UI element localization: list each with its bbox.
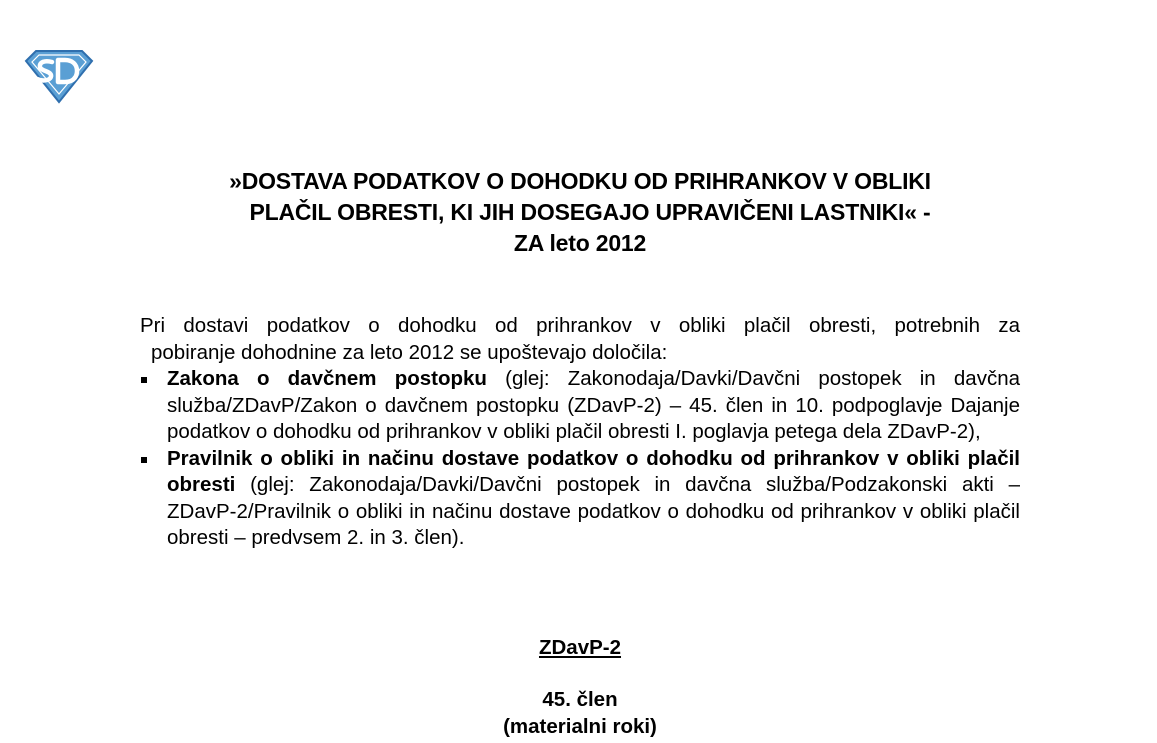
intro-paragraph: [140, 313, 1020, 366]
intro-line-2: pobiranje dohodnine za leto 2012 se upoštevajo določila:: [151, 340, 668, 364]
rule-name: Pravilnik o obliki in načinu dostave podatkov o dohodku od prihrankov v obliki plačil obresti: [167, 446, 1020, 496]
list-item: [140, 366, 1020, 446]
sd-logo: [22, 48, 96, 104]
sd-logo-icon: [22, 48, 96, 104]
rule-reference: (glej: Zakonodaja/Davki/Davčni postopek in davčna služba/Podzakonski akti – ZDavP-2/Pravilnik o obliki in načinu dostave podatkov o dohodku od prihrankov v obliki plačil obresti – predvsem 2. in 3. člen).: [167, 473, 1020, 549]
bullet-icon: [141, 377, 147, 383]
bullet-icon: [141, 457, 147, 463]
title-line-1: »DOSTAVA PODATKOV O DOHODKU OD PRIHRANKOV V OBLIKI: [229, 168, 931, 194]
document-body: [140, 313, 1020, 552]
title-line-2: PLAČIL OBRESTI, KI JIH DOSEGAJO UPRAVIČENI LASTNIKI« -: [249, 199, 931, 225]
intro-line-1: Pri dostavi podatkov o dohodku od prihrankov v obliki plačil obresti, potrebnih za: [140, 314, 1020, 337]
rule-reference: (glej: Zakonodaja/Davki/Davčni postopek in davčna služba/ZDavP/Zakon o davčnem postopku (ZDavP-2) – 45. člen in 10. podpoglavje Dajanje podatkov o dohodku od prihrankov v obliki plačil obresti I. poglavja petega dela ZDavP-2),: [167, 367, 1020, 443]
title-line-3: ZA leto 2012: [513, 230, 647, 256]
rule-name: Zakona o davčnem postopku: [167, 367, 487, 390]
law-section: [140, 634, 1020, 740]
section-heading: ZDavP-2: [538, 636, 622, 659]
rules-list: [140, 366, 1020, 552]
list-item: [140, 446, 1020, 552]
document-title: [140, 166, 1020, 259]
article-subtitle: (materialni roki): [503, 715, 657, 738]
article-number: 45. člen: [542, 688, 618, 711]
